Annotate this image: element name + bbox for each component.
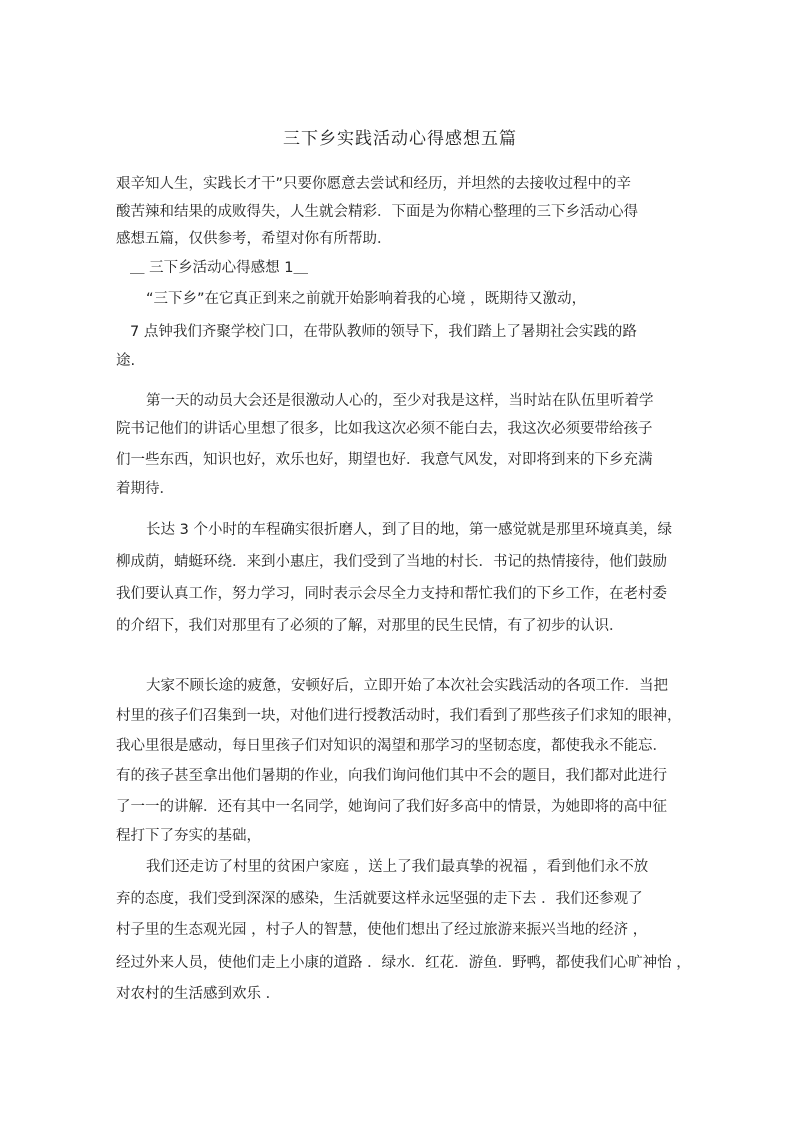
p5-line-1: 我们还走访了村里的贫困户家庭 ，送上了我们最真挚的祝福 ，看到他们永不放 xyxy=(146,859,649,875)
p4-line-3: 我心里很是感动，每日里孩子们对知识的渴望和那学习的坚韧态度，都使我永不能忘． xyxy=(116,738,667,754)
p2-line-3: 们一些东西，知识也好，欢乐也好，期望也好．我意气风发，对即将到来的下乡充满 xyxy=(116,452,653,468)
p1-line-2: 7 点钟我们齐聚学校门口，在带队教师的领导下，我们踏上了暑期社会实践的路 xyxy=(130,324,637,340)
section-heading: ＿ 三下乡活动心得感想 1＿ xyxy=(130,260,308,276)
p3-line-1: 长达 3 个小时的车程确实很折磨人，到了目的地，第一感觉就是那里环境真美，绿 xyxy=(146,522,672,538)
p4-line-6: 程打下了夯实的基础， xyxy=(116,828,261,844)
p5-line-4: 经过外来人员，使他们走上小康的道路 ．绿水．红花．游鱼．野鸭，都使我们心旷神怡 ， xyxy=(116,955,691,971)
intro-line-2: 酸苦辣和结果的成败得失，人生就会精彩．下面是为你精心整理的三下乡活动心得 xyxy=(116,204,638,220)
p2-line-2: 院书记他们的讲话心里想了很多，比如我这次必须不能白去，我这次必须要带给孩子 xyxy=(116,421,653,437)
intro-line-1: 艰辛知人生，实践长才干”只要你愿意去尝试和经历，并坦然的去接收过程中的辛 xyxy=(116,176,632,192)
intro-line-3: 感想五篇，仅供参考，希望对你有所帮助． xyxy=(116,231,392,247)
document-title: 三下乡实践活动心得感想五篇 xyxy=(283,129,517,149)
p5-line-3: 村子里的生态观光园 ，村子人的智慧，使他们想出了经过旅游来振兴当地的经济 ， xyxy=(116,922,648,938)
p3-line-2: 柳成荫，蜻蜓环绕．来到小惠庄，我们受到了当地的村长．书记的热情接待，他们鼓励 xyxy=(116,554,667,570)
p2-line-1: 第一天的动员大会还是很激动人心的，至少对我是这样，当时站在队伍里听着学 xyxy=(146,393,654,409)
p5-line-2: 弃的态度，我们受到深深的感染，生活就要这样永远坚强的走下去 ．我们还参观了 xyxy=(116,891,643,907)
p4-line-5: 了一一的讲解．还有其中一名同学，她询问了我们好多高中的情景，为她即将的高中征 xyxy=(116,799,667,815)
p3-line-3: 我们要认真工作，努力学习，同时表示会尽全力支持和帮忙我们的下乡工作，在老村委 xyxy=(116,586,667,602)
p3-line-4: 的介绍下，我们对那里有了必须的了解，对那里的民生民情，有了初步的认识． xyxy=(116,618,624,634)
p5-line-5: 对农村的生活感到欢乐 ． xyxy=(116,986,281,1002)
p2-line-4: 着期待． xyxy=(116,481,174,497)
p1-line-3: 途. xyxy=(116,353,136,369)
p4-line-1: 大家不顾长途的疲惫，安顿好后，立即开始了本次社会实践活动的各项工作．当把 xyxy=(146,678,668,694)
p4-line-2: 村里的孩子们召集到一块，对他们进行授教活动时，我们看到了那些孩子们求知的眼神， xyxy=(116,708,682,724)
p1-line-1: “三下乡”在它真正到来之前就开始影响着我的心境 ，既期待又激动， xyxy=(146,291,587,307)
p4-line-4: 有的孩子甚至拿出他们暑期的作业，向我们询问他们其中不会的题目，我们都对此进行 xyxy=(116,768,667,784)
